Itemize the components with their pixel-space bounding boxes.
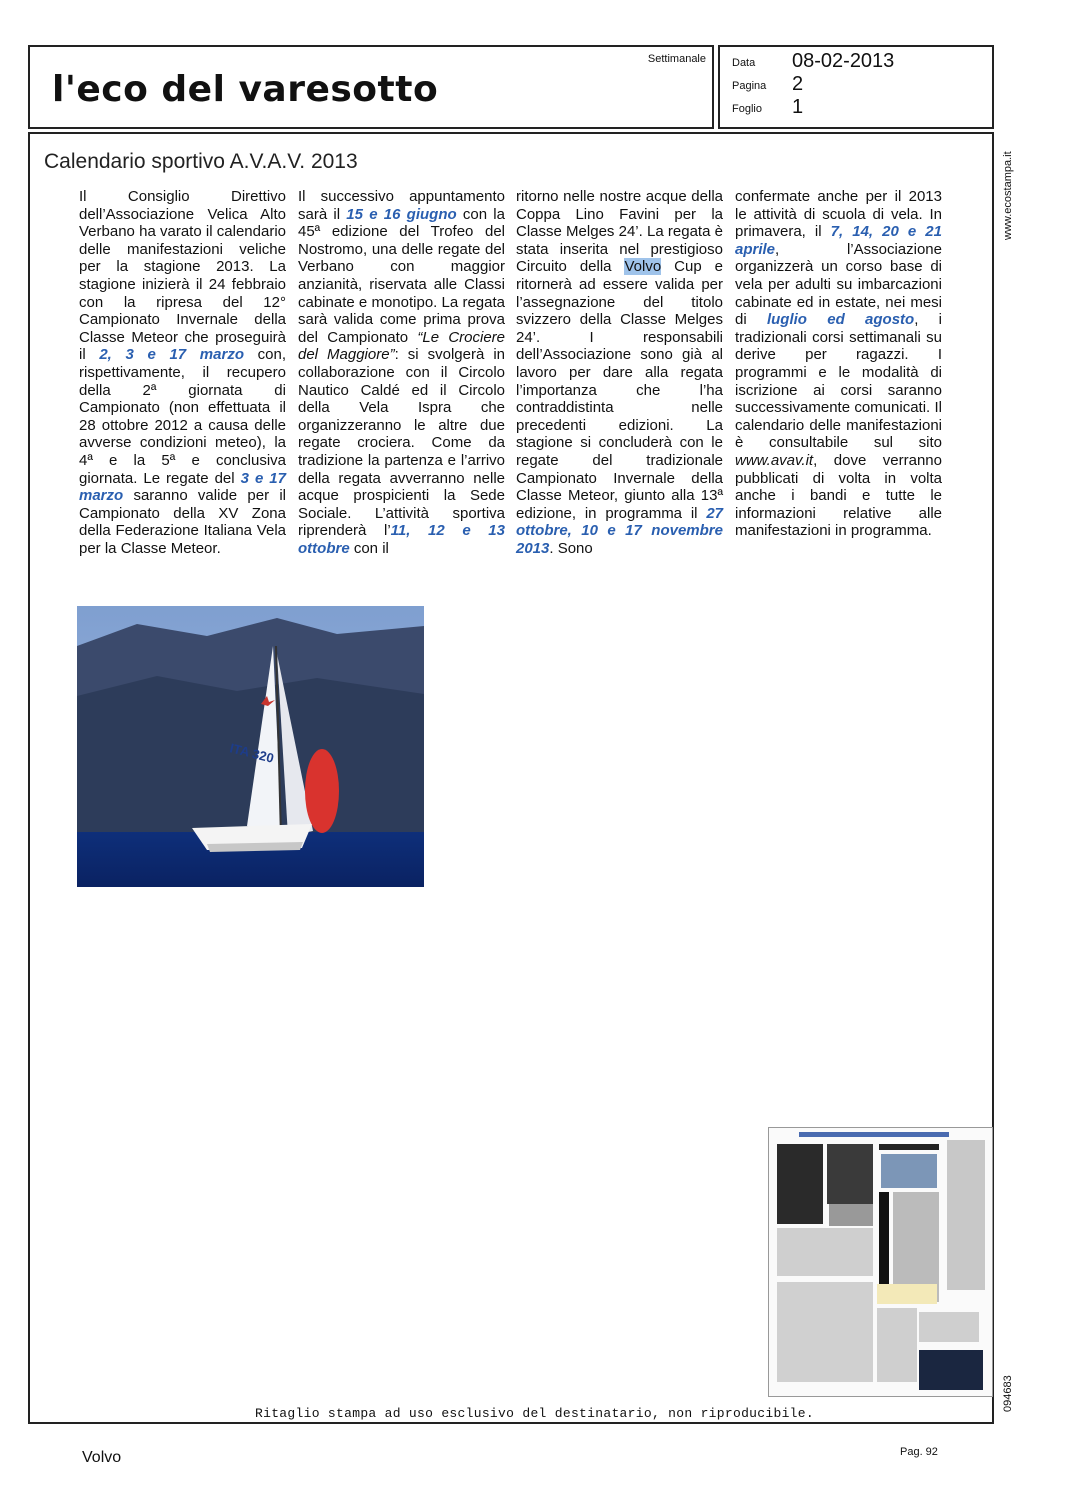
copyright-notice: Ritaglio stampa ad uso esclusivo del destinatario, non riproducibile. <box>255 1406 814 1421</box>
meta-box <box>718 45 994 129</box>
date-label: Data <box>732 57 756 69</box>
page-label: Pagina <box>732 80 767 92</box>
sheet-value: 1 <box>792 96 804 118</box>
championship-title: “Le Crociere del Maggiore” <box>298 328 505 364</box>
date-highlight: 3 e 17 marzo <box>79 469 286 505</box>
date-highlight: 27 ottobre, 10 e 17 novembre 2013 <box>516 504 723 557</box>
source-url: www.ecostampa.it <box>1002 151 1014 240</box>
search-keyword: Volvo <box>82 1449 122 1466</box>
sailboat-photo <box>77 606 424 887</box>
page-value: 2 <box>792 73 804 95</box>
article-headline: Calendario sportivo A.V.A.V. 2013 <box>44 150 358 173</box>
sheet-label: Foglio <box>732 103 762 115</box>
date-value: 08-02-2013 <box>792 50 895 72</box>
keyword-highlight: Volvo <box>624 258 662 276</box>
article-column-2: Il successivo appuntamento sarà il 15 e 16 giugno con la 45ª edizione del Trofeo del Nostromo, una delle regate del Verbano con maggior anzianità, riservata alle Classi cabinate e monotipo. La regata sarà valida come prima prova del Campionato “Le Crociere del Maggiore”: si svolgerà in collaborazione con il Circolo Nautico Caldé ed il Circolo della Vela Ispra che organizzeranno le altre due regate crociera. Come da tradizione la partenza e l’arrivo della regata avverranno nelle acque prospicienti la Sede Sociale. L’attività sportiva riprenderà l’11, 12 e 13 ottobre con il <box>298 188 506 557</box>
masthead-box <box>28 45 714 129</box>
page-number: Pag. 92 <box>900 1446 938 1458</box>
article-column-3: ritorno nelle nostre acque della Coppa Lino Favini per la Classe Melges 24’. La regata è stata inserita nel prestigioso Circuito della Volvo Cup e ritornerà ad essere valida per l’assegnazione del titolo svizzero della Classe Melges 24’. I responsabili dell’Associazione sono già al lavoro per dare alla regata l’importanza che l’ha contraddistinta nelle precedenti edizioni. La stagione si concluderà con le regate del tradizionale Campionato Invernale della Classe Meteor, giunto alla 13ª edizione, in programma il 27 ottobre, 10 e 17 novembre 2013. Sono <box>516 188 723 557</box>
frequency-label: Settimanale <box>647 53 706 65</box>
website-link[interactable]: www.avav.it <box>735 451 814 469</box>
date-highlight: 2, 3 e 17 marzo <box>99 346 244 364</box>
date-highlight: 15 e 16 giugno <box>346 205 457 223</box>
date-highlight: 11, 12 e 13 ottobre <box>298 522 505 557</box>
date-highlight: luglio ed agosto <box>766 311 915 329</box>
article-column-4: confermate anche per il 2013 le attività di scuola di vela. In primavera, il 7, 14, 20 e 21 aprile, l’Associazione organizzerà un corso base di vela per adulti su imbarcazioni cabinate ed in estate, nei mesi di luglio ed agosto, i tradizionali corsi settimanali su derive per ragazzi. I programmi e le modalità di iscrizione ai corsi saranno successivamente comunicati. Il calendario delle manifestazioni è consultabile sul sito www.avav.it, dove verranno pubblicati di volta in volta anche i bandi e tutte le informazioni relative alle manifestazioni in programma. <box>735 188 943 540</box>
article-column-1: Il Consiglio Direttivo dell’Associazione Velica Alto Verbano ha varato il calendario delle manifestazioni veliche per la stagione 2013. La stagione inizierà il 24 febbraio con la ripresa del 12° Campionato Invernale della Classe Meteor che proseguirà il 2, 3 e 17 marzo con, rispettivamente, il recupero della 2ª giornata di Campionato (non effettuata il 28 ottobre 2012 a causa delle avverse condizioni meteo), la 4ª e la 5ª e conclusiva giornata. Le regate del 3 e 17 marzo saranno valide per il Campionato della XV Zona della Federazione Italiana Vela per la Classe Meteor. <box>79 188 286 557</box>
date-highlight: 7, 14, 20 e 21 aprile <box>735 223 942 258</box>
sail-number: ITA 320 <box>228 740 276 766</box>
clip-code: 094683 <box>1002 1375 1014 1412</box>
paper-name: l'eco del varesotto <box>52 69 439 110</box>
page-thumbnail[interactable] <box>768 1127 993 1397</box>
